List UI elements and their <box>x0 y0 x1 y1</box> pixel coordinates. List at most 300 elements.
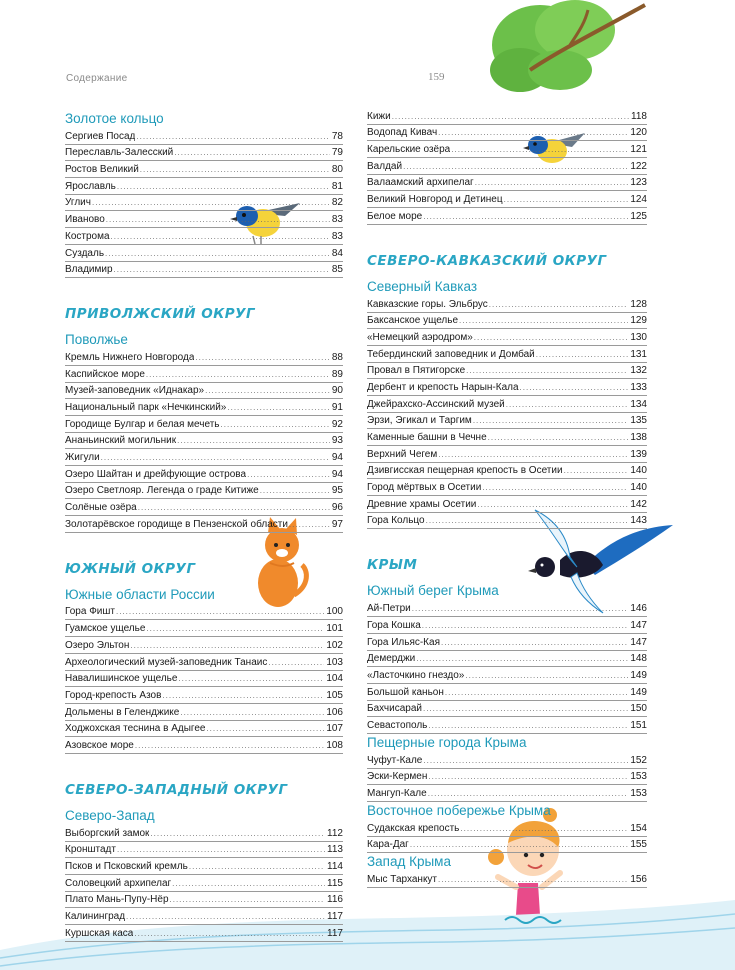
district-heading: СЕВЕРО-ЗАПАДНЫЙ ОКРУГ <box>65 781 288 798</box>
toc-entry-title: Переславль-Залесский <box>65 147 174 159</box>
toc-entry-title: Каменные башни в Чечне <box>367 432 487 443</box>
toc-entry-title: Кара-Даг <box>367 839 409 851</box>
toc-entry-title: Валаамский архипелаг <box>367 177 474 189</box>
district-heading: ПРИВОЛЖСКИЙ ОКРУГ <box>65 306 256 323</box>
toc-entry-leader <box>105 213 330 227</box>
toc-entry-leader <box>145 622 324 636</box>
toc-entry-page: 107 <box>326 723 343 735</box>
toc-entry-leader <box>422 210 628 224</box>
toc-entry[interactable] <box>367 651 647 668</box>
toc-entry-page: 138 <box>630 432 647 443</box>
toc-entry[interactable] <box>65 211 343 228</box>
toc-entry-page: 85 <box>331 264 343 276</box>
toc-entry-page: 149 <box>630 669 647 681</box>
toc-entry-page: 94 <box>331 452 343 463</box>
toc-entry-title: Гора Ильяс-Кая <box>367 636 440 648</box>
toc-entry-leader <box>487 431 629 445</box>
toc-entry-title: «Ласточкино гнездо» <box>367 669 465 681</box>
toc-entry[interactable] <box>367 175 647 192</box>
toc-entry-title: Калининград <box>65 911 126 923</box>
toc-entry[interactable] <box>367 871 647 888</box>
toc-entry-title: Гора Кошка <box>367 619 421 631</box>
toc-entry[interactable] <box>367 769 647 786</box>
toc-entry-leader <box>474 176 629 190</box>
toc-entry-page: 125 <box>630 210 647 222</box>
toc-entry-leader <box>204 384 330 398</box>
toc-entry-leader <box>113 263 330 277</box>
toc-entry-page: 139 <box>630 448 647 460</box>
toc-entry-leader <box>503 193 629 207</box>
toc-entry-page: 140 <box>630 482 647 494</box>
toc-entry[interactable] <box>65 228 343 245</box>
toc-entry[interactable] <box>367 513 647 530</box>
toc-entry[interactable] <box>367 379 647 396</box>
toc-entry-page: 97 <box>331 518 343 530</box>
toc-entry-leader <box>137 501 330 515</box>
toc-entry-leader <box>205 722 324 736</box>
toc-entry-title: Дольмены в Геленджике <box>65 706 180 718</box>
toc-entry[interactable] <box>367 329 647 346</box>
toc-entry-title: Навалишинское ущелье <box>65 673 178 685</box>
toc-entry-page: 153 <box>630 788 647 799</box>
toc-entry-page: 96 <box>331 502 343 514</box>
toc-entry-title: Чуфут-Кале <box>367 754 423 766</box>
toc-entry-page: 100 <box>326 606 343 618</box>
toc-entry-leader <box>535 348 629 362</box>
toc-entry-leader <box>437 873 628 887</box>
toc-entry-leader <box>116 180 330 194</box>
toc-entry-leader <box>465 364 628 378</box>
toc-entry-title: Кремль Нижнего Новгорода <box>65 351 195 363</box>
page-header-title: Содержание <box>66 73 128 84</box>
toc-entry[interactable] <box>367 125 647 142</box>
region-heading: Запад Крыма <box>367 854 451 870</box>
toc-entry[interactable] <box>367 684 647 701</box>
toc-entry[interactable] <box>65 161 343 178</box>
toc-entry-title: Музей-заповедник «Иднакар» <box>65 385 205 397</box>
toc-right-column <box>367 108 647 888</box>
toc-entry-page: 105 <box>326 689 343 701</box>
toc-entry-leader <box>409 838 628 852</box>
toc-entry[interactable] <box>65 892 343 909</box>
toc-entry[interactable] <box>65 654 343 671</box>
toc-entry-title: Великий Новгород и Детинец <box>367 194 503 206</box>
toc-entry-leader <box>177 672 324 686</box>
toc-entry-leader <box>476 498 628 512</box>
toc-entry[interactable] <box>367 191 647 208</box>
toc-entry-leader <box>427 770 628 784</box>
toc-entry-page: 108 <box>326 739 343 751</box>
toc-entry-page: 150 <box>630 703 647 715</box>
toc-entry[interactable] <box>65 349 343 366</box>
toc-entry-leader <box>427 719 628 733</box>
toc-entry[interactable] <box>367 820 647 837</box>
toc-entry-page: 153 <box>630 771 647 783</box>
toc-entry-page: 102 <box>326 639 343 651</box>
toc-entry-leader <box>139 163 330 177</box>
toc-entry-page: 101 <box>326 623 343 635</box>
toc-entry-leader <box>169 893 326 907</box>
toc-entry-title: Провал в Пятигорске <box>367 365 466 377</box>
district-block <box>367 252 647 530</box>
toc-entry-title: Белое море <box>367 210 423 222</box>
toc-entry-title: Севастополь <box>367 719 428 731</box>
toc-entry-leader <box>288 518 330 532</box>
toc-entry-leader <box>437 448 628 462</box>
region-heading: Золотое кольцо <box>65 111 164 126</box>
toc-entry-page: 117 <box>327 927 343 939</box>
toc-entry-title: «Немецкий аэродром» <box>367 331 473 343</box>
toc-entry-page: 79 <box>331 147 343 159</box>
toc-entry-title: Тебердинский заповедник и Домбай <box>367 348 535 360</box>
toc-entry[interactable] <box>367 296 647 313</box>
toc-entry-page: 78 <box>331 130 343 142</box>
toc-entry-leader <box>110 230 330 244</box>
toc-entry-leader <box>488 298 629 312</box>
toc-entry-leader <box>473 331 629 345</box>
toc-entry[interactable] <box>65 195 343 212</box>
toc-entry-page: 114 <box>327 861 343 872</box>
toc-entry-page: 143 <box>630 515 647 527</box>
toc-entry-leader <box>450 143 628 157</box>
toc-entry-page: 82 <box>331 197 343 209</box>
toc-entry-page: 88 <box>331 351 343 363</box>
toc-entry-page: 131 <box>630 348 647 360</box>
toc-entry-page: 149 <box>630 686 647 698</box>
toc-entry[interactable] <box>367 634 647 651</box>
toc-entry-title: Плато Мань-Пупу-Нёр <box>65 894 169 906</box>
toc-entry-title: Суздаль <box>65 247 105 259</box>
toc-entry[interactable] <box>65 466 343 483</box>
toc-entry-page: 122 <box>630 160 647 172</box>
toc-entry-leader <box>425 514 629 528</box>
toc-entry-page: 120 <box>630 127 647 139</box>
toc-entry-title: Озеро Светлояр. Легенда о граде Китиже <box>65 485 259 497</box>
toc-entry-leader <box>135 130 329 144</box>
region-heading: Южные области России <box>65 586 215 602</box>
toc-entry-title: Баксанское ущелье <box>367 315 459 327</box>
toc-entry-leader <box>402 160 628 174</box>
district-block <box>65 305 343 533</box>
district-block <box>65 110 343 278</box>
toc-entry-page: 116 <box>327 894 343 906</box>
toc-entry-title: Судакская крепость <box>367 822 460 834</box>
toc-entry[interactable] <box>65 671 343 688</box>
toc-entry-leader <box>133 927 325 941</box>
toc-entry-title: Мыс Тарханкут <box>367 874 438 886</box>
toc-entry[interactable] <box>367 108 647 125</box>
toc-entry-title: Гора Кольцо <box>367 515 425 527</box>
toc-entry-leader <box>226 401 330 415</box>
toc-entry-leader <box>188 860 325 874</box>
toc-entry-page: 148 <box>630 653 647 665</box>
toc-entry-title: Кижи <box>367 110 391 122</box>
region-heading: Поволжье <box>65 332 128 348</box>
region-heading: Пещерные города Крыма <box>367 734 527 750</box>
toc-entry-page: 89 <box>331 368 343 380</box>
toc-entry-leader <box>116 843 325 857</box>
toc-entry[interactable] <box>65 483 343 500</box>
toc-entry-leader <box>563 464 629 478</box>
page-number: 159 <box>428 71 445 83</box>
toc-entry[interactable] <box>65 366 343 383</box>
toc-entry-page: 83 <box>331 230 343 242</box>
toc-entry-page: 94 <box>331 468 343 480</box>
toc-entry-page: 113 <box>327 844 343 856</box>
toc-entry-leader <box>459 822 628 836</box>
toc-entry[interactable] <box>367 479 647 496</box>
toc-entry[interactable] <box>65 604 343 621</box>
toc-entry-title: Ай-Петри <box>367 603 411 615</box>
toc-entry-title: Мангуп-Кале <box>367 788 427 799</box>
toc-entry[interactable] <box>367 496 647 513</box>
toc-entry-title: Валдай <box>367 160 403 172</box>
toc-entry[interactable] <box>367 717 647 734</box>
toc-entry[interactable] <box>65 908 343 925</box>
toc-entry-title: Сергиев Посад <box>65 130 136 142</box>
toc-entry[interactable] <box>367 413 647 430</box>
toc-entry-page: 132 <box>630 365 647 377</box>
toc-entry-page: 81 <box>331 180 343 192</box>
toc-entry[interactable] <box>367 752 647 769</box>
toc-entry-leader <box>267 656 324 670</box>
toc-entry-page: 129 <box>630 315 647 327</box>
toc-entry[interactable] <box>65 499 343 516</box>
toc-entry-page: 146 <box>630 603 647 615</box>
toc-entry[interactable] <box>367 429 647 446</box>
toc-entry-page: 147 <box>630 619 647 631</box>
toc-entry-leader <box>171 877 325 891</box>
toc-entry-title: Ходжохская теснина в Адыгее <box>65 723 206 735</box>
toc-entry-title: Озеро Эльтон <box>65 639 130 651</box>
toc-entry-title: Городище Булгар и белая мечеть <box>65 418 220 430</box>
district-heading: ЮЖНЫЙ ОКРУГ <box>65 560 196 577</box>
toc-entry[interactable] <box>367 396 647 413</box>
toc-entry[interactable] <box>367 158 647 175</box>
toc-entry[interactable] <box>65 128 343 145</box>
toc-entry-title: Национальный парк «Нечкинский» <box>65 401 227 413</box>
toc-entry-title: Демерджи <box>367 653 416 665</box>
toc-entry-title: Куршская каса <box>65 927 134 939</box>
district-heading: КРЫМ <box>367 557 418 574</box>
toc-entry[interactable] <box>65 687 343 704</box>
district-block <box>367 108 647 225</box>
toc-entry-leader <box>437 126 628 140</box>
toc-entry-leader <box>104 247 330 261</box>
toc-entry-title: Ярославль <box>65 180 116 192</box>
toc-entry-title: Большой каньон <box>367 686 444 698</box>
toc-entry-leader <box>115 605 324 619</box>
toc-entry-title: Древние храмы Осетии <box>367 498 477 510</box>
toc-entry-leader <box>194 351 329 365</box>
toc-entry[interactable] <box>367 667 647 684</box>
toc-entry[interactable] <box>367 785 647 802</box>
toc-entry-page: 155 <box>630 839 647 851</box>
district-block <box>65 560 343 754</box>
region-heading: Восточное побережье Крыма <box>367 803 551 818</box>
toc-entry-page: 95 <box>331 485 343 497</box>
toc-entry-leader <box>422 702 628 716</box>
toc-entry-title: Иваново <box>65 214 105 226</box>
toc-entry-page: 83 <box>331 214 343 226</box>
toc-entry-title: Бахчисарай <box>367 703 422 715</box>
toc-entry-page: 92 <box>331 418 343 430</box>
toc-entry-page: 130 <box>630 331 647 343</box>
toc-entry-page: 90 <box>331 385 343 397</box>
toc-entry[interactable] <box>367 141 647 158</box>
toc-entry[interactable] <box>65 449 343 466</box>
toc-entry[interactable] <box>65 245 343 262</box>
toc-entry[interactable] <box>65 637 343 654</box>
toc-entry[interactable] <box>367 346 647 363</box>
toc-entry-leader <box>440 636 628 650</box>
toc-entry[interactable] <box>65 925 343 942</box>
toc-entry-page: 103 <box>326 656 343 668</box>
toc-entry-leader <box>100 451 330 465</box>
toc-entry-title: Дербент и крепость Нарын-Кала <box>367 381 519 393</box>
toc-entry-title: Владимир <box>65 264 113 276</box>
toc-entry-page: 106 <box>326 706 343 718</box>
toc-entry[interactable] <box>65 620 343 637</box>
toc-entry-title: Кронштадт <box>65 844 116 856</box>
toc-entry-leader <box>259 484 330 498</box>
toc-entry-leader <box>129 639 324 653</box>
toc-entry-title: Кострома <box>65 230 110 242</box>
toc-entry-page: 123 <box>630 177 647 189</box>
toc-entry-leader <box>411 602 629 616</box>
toc-entry-page: 93 <box>331 435 343 447</box>
toc-entry-leader <box>472 414 629 428</box>
toc-entry-page: 135 <box>630 415 647 427</box>
toc-left-column <box>65 110 343 942</box>
toc-entry[interactable] <box>65 842 343 859</box>
toc-entry-page: 117 <box>327 911 343 923</box>
toc-entry[interactable] <box>65 721 343 738</box>
toc-entry[interactable] <box>65 383 343 400</box>
toc-entry[interactable] <box>65 178 343 195</box>
toc-entry[interactable] <box>65 858 343 875</box>
toc-entry-page: 84 <box>331 247 343 259</box>
toc-entry-leader <box>176 434 330 448</box>
toc-entry-leader <box>246 468 330 482</box>
toc-entry[interactable] <box>65 433 343 450</box>
toc-entry-page: 140 <box>630 465 647 477</box>
toc-entry-page: 154 <box>630 822 647 834</box>
toc-entry-title: Выборгский замок <box>65 827 150 839</box>
toc-entry-title: Джейрахско-Ассинский музей <box>367 398 505 410</box>
toc-entry-leader <box>422 754 628 768</box>
toc-entry-page: 147 <box>630 636 647 648</box>
toc-entry[interactable] <box>65 825 343 842</box>
region-heading: Северный Кавказ <box>367 278 478 294</box>
toc-entry-leader <box>458 314 628 328</box>
toc-entry[interactable] <box>65 737 343 754</box>
toc-entry-leader <box>421 619 629 633</box>
toc-entry[interactable] <box>367 208 647 225</box>
toc-entry[interactable] <box>367 600 647 617</box>
toc-entry-leader <box>391 110 629 124</box>
toc-entry-leader <box>145 368 330 382</box>
toc-entry-title: Золотарёвское городище в Пензенской области <box>65 518 288 530</box>
toc-entry-leader <box>519 381 629 395</box>
toc-entry-page: 115 <box>327 877 343 889</box>
toc-entry-title: Гора Фишт <box>65 606 115 618</box>
toc-entry[interactable] <box>367 617 647 634</box>
toc-entry-page: 151 <box>630 719 647 731</box>
toc-entry[interactable] <box>367 463 647 480</box>
toc-entry-page: 156 <box>630 874 647 886</box>
toc-entry[interactable] <box>367 363 647 380</box>
toc-entry-leader <box>464 669 628 683</box>
toc-entry-title: Эрзи, Эгикал и Таргим <box>367 415 472 427</box>
toc-entry-title: Жигули <box>65 452 100 463</box>
toc-entry-title: Эски-Кермен <box>367 771 428 783</box>
toc-entry-page: 128 <box>630 298 647 310</box>
toc-entry[interactable] <box>65 416 343 433</box>
toc-entry-leader <box>427 787 629 801</box>
toc-entry-title: Город мёртвых в Осетии <box>367 482 482 494</box>
toc-entry-leader <box>505 398 629 412</box>
toc-entry-title: Псков и Псковский кремль <box>65 861 188 872</box>
toc-entry-page: 112 <box>327 827 343 839</box>
toc-entry-page: 133 <box>630 381 647 393</box>
toc-entry-title: Озеро Шайтан и дрейфующие острова <box>65 468 247 480</box>
toc-entry-page: 118 <box>631 110 647 122</box>
toc-entry[interactable] <box>65 145 343 162</box>
district-block <box>367 556 647 888</box>
toc-entry-leader <box>481 481 628 495</box>
toc-entry-page: 152 <box>630 754 647 766</box>
toc-entry-leader <box>125 910 325 924</box>
toc-entry-leader <box>179 706 324 720</box>
toc-entry-title: Солёные озёра <box>65 502 137 514</box>
toc-entry-title: Каспийское море <box>65 368 145 380</box>
toc-entry-leader <box>134 739 324 753</box>
toc-entry[interactable] <box>65 262 343 279</box>
district-block <box>65 781 343 942</box>
toc-entry-leader <box>220 418 330 432</box>
toc-entry-title: Дзивгисская пещерная крепость в Осетии <box>367 465 563 477</box>
toc-entry[interactable] <box>367 313 647 330</box>
region-heading: Южный берег Крыма <box>367 583 499 599</box>
toc-entry-title: Кавказские горы. Эльбрус <box>367 298 488 310</box>
toc-entry[interactable] <box>367 837 647 854</box>
toc-entry[interactable] <box>65 399 343 416</box>
toc-entry-title: Водопад Кивач <box>367 127 438 139</box>
toc-entry-page: 91 <box>331 401 343 413</box>
district-heading: СЕВЕРО-КАВКАЗСКИЙ ОКРУГ <box>367 252 607 269</box>
toc-entry[interactable] <box>65 704 343 721</box>
toc-entry-title: Соловецкий архипелаг <box>65 877 172 889</box>
toc-entry-title: Ананьинский могильник <box>65 435 177 447</box>
toc-entry-leader <box>173 146 330 160</box>
toc-entry-page: 142 <box>630 498 647 510</box>
toc-entry[interactable] <box>65 516 343 533</box>
toc-entry[interactable] <box>367 446 647 463</box>
toc-entry-page: 134 <box>630 398 647 410</box>
toc-entry-page: 80 <box>331 164 343 176</box>
toc-entry[interactable] <box>367 701 647 718</box>
toc-entry-title: Карельские озёра <box>367 144 451 156</box>
toc-entry-leader <box>91 196 330 210</box>
toc-entry-title: Углич <box>65 197 91 209</box>
tree-branch-icon <box>480 0 650 95</box>
toc-entry-title: Верхний Чегем <box>367 448 438 460</box>
toc-entry-leader <box>415 652 628 666</box>
toc-entry-title: Город-крепость Азов <box>65 689 162 701</box>
toc-entry[interactable] <box>65 875 343 892</box>
toc-entry-leader <box>161 689 324 703</box>
